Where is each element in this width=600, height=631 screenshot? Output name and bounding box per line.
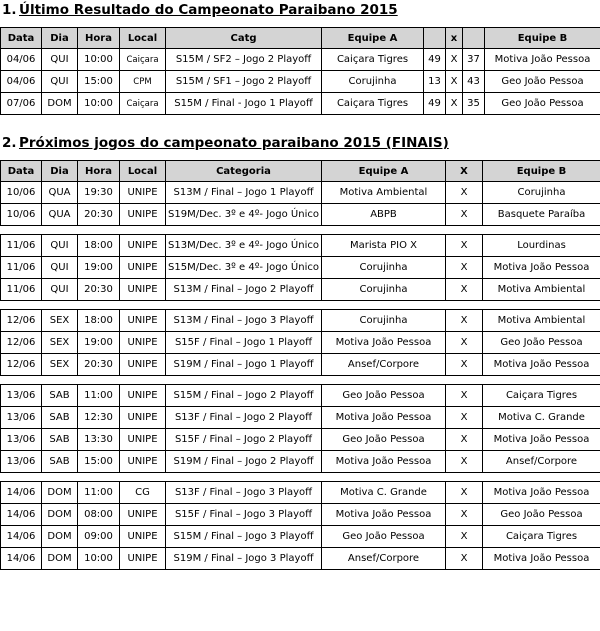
table-cell: 14/06 <box>1 526 42 548</box>
table-cell: X <box>446 49 463 71</box>
table-cell: Corujinha <box>483 182 600 204</box>
table-cell: S15F / Final – Jogo 2 Playoff <box>166 429 322 451</box>
table-row <box>1 354 600 376</box>
table-cell: 11/06 <box>1 279 42 301</box>
table-cell: 20:30 <box>78 204 120 226</box>
table-cell: Motiva João Pessoa <box>483 429 600 451</box>
table-cell: 19:00 <box>78 332 120 354</box>
column-header: Local <box>120 28 166 49</box>
table-cell: 12/06 <box>1 310 42 332</box>
table-cell: UNIPE <box>120 235 166 257</box>
table-cell: UNIPE <box>120 504 166 526</box>
table-cell: 13:30 <box>78 429 120 451</box>
column-header: Hora <box>78 161 120 182</box>
table-cell: 35 <box>463 93 485 115</box>
section1-number: 1. <box>2 2 17 18</box>
column-header: Equipe B <box>483 161 600 182</box>
table-cell: 13/06 <box>1 385 42 407</box>
table-cell: Caiçara Tigres <box>483 385 600 407</box>
table-cell: S13M/Dec. 3º e 4º- Jogo Único <box>166 235 322 257</box>
table-row <box>1 279 600 301</box>
table-cell: SAB <box>42 429 78 451</box>
table-cell: X <box>446 332 483 354</box>
table-row <box>1 204 600 226</box>
table-cell: UNIPE <box>120 548 166 570</box>
table-cell: UNIPE <box>120 279 166 301</box>
table-cell: 10/06 <box>1 204 42 226</box>
table-cell: Caiçara Tigres <box>322 49 424 71</box>
table-cell: 12/06 <box>1 354 42 376</box>
table-cell: SAB <box>42 407 78 429</box>
table-cell: Marista PIO X <box>322 235 446 257</box>
table-cell: Geo João Pessoa <box>322 429 446 451</box>
table-cell: 19:30 <box>78 182 120 204</box>
table-cell: S13M / Final – Jogo 2 Playoff <box>166 279 322 301</box>
table-cell: X <box>446 182 483 204</box>
table-cell: QUA <box>42 182 78 204</box>
table-cell: X <box>446 257 483 279</box>
table-cell: Motiva C. Grande <box>483 407 600 429</box>
table-cell: UNIPE <box>120 332 166 354</box>
table-cell: DOM <box>42 548 78 570</box>
table-cell: SEX <box>42 354 78 376</box>
table-cell: 37 <box>463 49 485 71</box>
table-cell: UNIPE <box>120 429 166 451</box>
table-cell: 14/06 <box>1 548 42 570</box>
table-cell: CG <box>120 482 166 504</box>
table-row <box>1 257 600 279</box>
table-cell: X <box>446 235 483 257</box>
table-cell: Motiva João Pessoa <box>483 548 600 570</box>
table-cell: QUA <box>42 204 78 226</box>
table-cell: Caiçara Tigres <box>483 526 600 548</box>
table-cell: QUI <box>42 235 78 257</box>
table-cell: DOM <box>42 526 78 548</box>
table-cell: UNIPE <box>120 182 166 204</box>
table-row <box>1 71 600 93</box>
table-cell: S15F / Final – Jogo 3 Playoff <box>166 504 322 526</box>
table-cell: X <box>446 407 483 429</box>
table-cell: 18:00 <box>78 235 120 257</box>
table-cell: 11:00 <box>78 482 120 504</box>
table-cell: X <box>446 526 483 548</box>
table-cell: 10/06 <box>1 182 42 204</box>
table-cell: S19M/Dec. 3º e 4º- Jogo Único <box>166 204 322 226</box>
table-cell: 12:30 <box>78 407 120 429</box>
table-cell: Motiva João Pessoa <box>485 49 600 71</box>
table-cell: UNIPE <box>120 354 166 376</box>
table-cell: SAB <box>42 451 78 473</box>
table-cell: Lourdinas <box>483 235 600 257</box>
table-cell: S15M / SF1 – Jogo 2 Playoff <box>166 71 322 93</box>
table-cell: X <box>446 204 483 226</box>
table-cell: DOM <box>42 482 78 504</box>
table-cell: S19M / Final – Jogo 2 Playoff <box>166 451 322 473</box>
table-cell: S13F / Final – Jogo 3 Playoff <box>166 482 322 504</box>
column-header: Equipe A <box>322 28 424 49</box>
table-cell: S15M / Final - Jogo 1 Playoff <box>166 93 322 115</box>
table-cell: Corujinha <box>322 71 424 93</box>
table-row <box>1 182 600 204</box>
table-cell: S15M/Dec. 3º e 4º- Jogo Único <box>166 257 322 279</box>
table-cell: SEX <box>42 310 78 332</box>
table-cell: 49 <box>424 93 446 115</box>
table-row <box>1 548 600 570</box>
table-cell: Motiva João Pessoa <box>483 482 600 504</box>
table-row <box>1 235 600 257</box>
table-cell: QUI <box>42 257 78 279</box>
table-cell: S19M / Final – Jogo 1 Playoff <box>166 354 322 376</box>
table-row <box>1 482 600 504</box>
table-cell: 12/06 <box>1 332 42 354</box>
table-row <box>1 332 600 354</box>
table-cell: Motiva João Pessoa <box>483 257 600 279</box>
table-cell: 19:00 <box>78 257 120 279</box>
column-header: Equipe A <box>322 161 446 182</box>
table-cell: 15:00 <box>78 451 120 473</box>
table-cell: 13/06 <box>1 451 42 473</box>
table-cell: X <box>446 93 463 115</box>
results-header-row <box>1 28 600 49</box>
table-cell: Ansef/Corpore <box>322 548 446 570</box>
table-cell: X <box>446 548 483 570</box>
table-cell: Motiva João Pessoa <box>322 504 446 526</box>
table-row <box>1 49 600 71</box>
table-cell: 09:00 <box>78 526 120 548</box>
table-cell: 14/06 <box>1 482 42 504</box>
column-header: Categoria <box>166 161 322 182</box>
table-cell: 13 <box>424 71 446 93</box>
table-cell: 08:00 <box>78 504 120 526</box>
table-row <box>1 407 600 429</box>
table-cell: Geo João Pessoa <box>485 93 600 115</box>
table-row <box>1 451 600 473</box>
table-cell: UNIPE <box>120 526 166 548</box>
table-cell: X <box>446 451 483 473</box>
table-cell: Caiçara <box>120 93 166 115</box>
table-cell: Geo João Pessoa <box>483 504 600 526</box>
section1-heading <box>0 0 398 21</box>
table-cell: UNIPE <box>120 204 166 226</box>
table-cell: X <box>446 279 483 301</box>
table-cell: Corujinha <box>322 279 446 301</box>
schedule-header-row <box>1 161 600 182</box>
table-cell: 10:00 <box>78 49 120 71</box>
column-header: Dia <box>42 28 78 49</box>
table-cell: 20:30 <box>78 354 120 376</box>
table-cell: Corujinha <box>322 310 446 332</box>
table-row <box>1 310 600 332</box>
table-cell: UNIPE <box>120 310 166 332</box>
table-cell: S15M / Final – Jogo 3 Playoff <box>166 526 322 548</box>
table-cell: 13/06 <box>1 407 42 429</box>
table-cell: 49 <box>424 49 446 71</box>
table-cell: S15F / Final – Jogo 1 Playoff <box>166 332 322 354</box>
table-cell: X <box>446 354 483 376</box>
section2-number: 2. <box>2 135 17 151</box>
table-cell: S15M / Final – Jogo 2 Playoff <box>166 385 322 407</box>
table-cell: Geo João Pessoa <box>322 385 446 407</box>
group-spacer <box>1 376 600 385</box>
table-cell: 15:00 <box>78 71 120 93</box>
table-cell: 04/06 <box>1 71 42 93</box>
schedule-table <box>0 160 600 570</box>
table-cell: 10:00 <box>78 93 120 115</box>
table-cell: S13M / Final – Jogo 1 Playoff <box>166 182 322 204</box>
column-header: Data <box>1 161 42 182</box>
table-cell: Geo João Pessoa <box>483 332 600 354</box>
results-table <box>0 27 600 115</box>
table-cell: Geo João Pessoa <box>322 526 446 548</box>
table-cell: ABPB <box>322 204 446 226</box>
section2-title: Próximos jogos do campeonato paraibano 2015 (FINAIS) <box>19 135 449 151</box>
table-cell: Ansef/Corpore <box>483 451 600 473</box>
table-cell: Motiva João Pessoa <box>483 354 600 376</box>
table-cell: DOM <box>42 504 78 526</box>
group-spacer <box>1 226 600 235</box>
table-cell: Geo João Pessoa <box>485 71 600 93</box>
table-cell: Caiçara <box>120 49 166 71</box>
table-cell: 11:00 <box>78 385 120 407</box>
table-cell: 13/06 <box>1 429 42 451</box>
table-cell: SEX <box>42 332 78 354</box>
table-cell: Corujinha <box>322 257 446 279</box>
table-cell: UNIPE <box>120 451 166 473</box>
column-header <box>463 28 485 49</box>
column-header: Hora <box>78 28 120 49</box>
table-cell: 18:00 <box>78 310 120 332</box>
section2-heading <box>0 132 449 154</box>
table-row <box>1 504 600 526</box>
column-header: Dia <box>42 161 78 182</box>
column-header: Equipe B <box>485 28 600 49</box>
column-header: Catg <box>166 28 322 49</box>
table-cell: 07/06 <box>1 93 42 115</box>
table-cell: S19M / Final – Jogo 3 Playoff <box>166 548 322 570</box>
table-cell: DOM <box>42 93 78 115</box>
column-header <box>424 28 446 49</box>
table-cell: 11/06 <box>1 235 42 257</box>
group-spacer <box>1 301 600 310</box>
table-cell: UNIPE <box>120 385 166 407</box>
table-row <box>1 93 600 115</box>
table-cell: UNIPE <box>120 407 166 429</box>
table-cell: Motiva Ambiental <box>483 310 600 332</box>
table-cell: X <box>446 504 483 526</box>
table-cell: Motiva Ambiental <box>322 182 446 204</box>
table-cell: S15M / SF2 – Jogo 2 Playoff <box>166 49 322 71</box>
table-cell: Motiva C. Grande <box>322 482 446 504</box>
table-cell: S13F / Final – Jogo 2 Playoff <box>166 407 322 429</box>
table-cell: X <box>446 482 483 504</box>
table-row <box>1 429 600 451</box>
table-cell: 20:30 <box>78 279 120 301</box>
table-cell: X <box>446 429 483 451</box>
column-header: X <box>446 161 483 182</box>
table-cell: Caiçara Tigres <box>322 93 424 115</box>
table-cell: QUI <box>42 71 78 93</box>
table-cell: Motiva João Pessoa <box>322 451 446 473</box>
column-header: Local <box>120 161 166 182</box>
table-cell: X <box>446 71 463 93</box>
column-header: x <box>446 28 463 49</box>
table-cell: Basquete Paraíba <box>483 204 600 226</box>
table-cell: X <box>446 385 483 407</box>
table-cell: Motiva João Pessoa <box>322 407 446 429</box>
table-cell: Motiva João Pessoa <box>322 332 446 354</box>
group-spacer <box>1 473 600 482</box>
table-cell: 11/06 <box>1 257 42 279</box>
section1-title: Último Resultado do Campeonato Paraibano 2015 <box>19 2 398 18</box>
table-cell: QUI <box>42 279 78 301</box>
table-cell: Ansef/Corpore <box>322 354 446 376</box>
table-cell: 43 <box>463 71 485 93</box>
table-cell: X <box>446 310 483 332</box>
table-row <box>1 385 600 407</box>
table-cell: 04/06 <box>1 49 42 71</box>
table-row <box>1 526 600 548</box>
column-header: Data <box>1 28 42 49</box>
table-cell: Motiva Ambiental <box>483 279 600 301</box>
table-cell: SAB <box>42 385 78 407</box>
table-cell: UNIPE <box>120 257 166 279</box>
table-cell: S13M / Final – Jogo 3 Playoff <box>166 310 322 332</box>
table-cell: QUI <box>42 49 78 71</box>
table-cell: 10:00 <box>78 548 120 570</box>
table-cell: 14/06 <box>1 504 42 526</box>
table-cell: CPM <box>120 71 166 93</box>
